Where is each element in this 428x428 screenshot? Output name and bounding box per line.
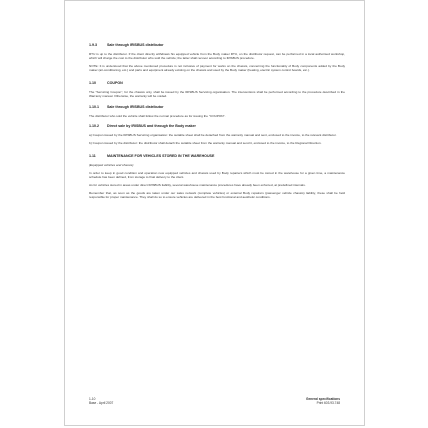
heading-title: Sale through IRISBUS distributor: [107, 104, 164, 109]
paragraph: The distributor who sold the vehicle shall follow the normal procedure as for issuing the "COUPON".: [89, 113, 226, 118]
note-paragraph: NOTE: It is understood that the above mentioned procedure is not inclusive of payment for works on the chassis, concerning the functionality of Body components added by the Body maker (air-conditioning, etc.) and parts and equipment already existing on the chassis and used by the Body maker (heating, electric system control boards, etc.).: [89, 64, 345, 73]
heading-title: COUPON: [107, 81, 123, 86]
paragraph: Remember that, as soon as the goods are taken under our sales network (complete vehicles) or external Body repairers (passenger vehicle chassis) liability, these shall be held responsible for proper maintenance. They shall do so to ensure vehicles are delivered in the best functional and aesthetic conditions.: [89, 191, 345, 200]
page-body: [89, 43, 345, 199]
heading-number: 1.10: [89, 81, 96, 86]
doc-number: Print 603.93.748: [316, 401, 340, 406]
document-page: [64, 0, 365, 426]
heading-title: Direct sale by IRISBUS and through the Body maker: [107, 123, 196, 128]
paragraph: In order to keep in good condition and operation new equipped vehicles and chassis used by Body repairers which must be stored in the warehouse for a given time, a maintenance schedule has been defined, from storage to final delivery to the client.: [89, 170, 345, 180]
page-number: 1-10: [89, 397, 96, 401]
list-item-a: a) Coupon issued by the IRISBUS Servicing organisation: the suitable sheet shall be detached from the warranty manual and sent, enclosed to the invoice, to the relevant distributor.: [89, 132, 337, 137]
heading-number: 1.10.2: [89, 123, 99, 128]
paragraph: The "Servicing Coupon", for the chassis only, shall be issued by the IRISBUS Servicing organisation. The interventions shall be performed according to the procedure described in the Warranty manual. Otherwise, the warranty will be voided.: [89, 90, 345, 99]
footer-left: [89, 397, 113, 405]
paragraph: As for vehicles stored in areas under direct IRISBUS liability, several warehouse maintenance procedures have already been enforced, at predefined intervals.: [89, 183, 306, 188]
footer-right: [306, 397, 340, 405]
subtitle: (Equipped vehicles and chassis): [89, 162, 134, 167]
heading-number: 1.9.3: [89, 43, 97, 47]
heading-title: Sale through IRISBUS distributor: [107, 43, 164, 47]
heading-number: 1.10.1: [89, 104, 99, 109]
heading-number: 1.11: [89, 153, 96, 158]
heading-title: MAINTENANCE FOR VEHICLES STORED IN THE WAREHOUSE: [107, 153, 215, 158]
section-title: General specifications: [305, 397, 340, 401]
paragraph: RTU is up to the distributor. If the client directly withdraws his equipped vehicle from the Body maker RTU, on the distributor request, can be performed in a local authorised workshop, which will charge the cost to the distributor who sold the vehicle; the latter shall recover according to IRISBUS procedure.: [89, 52, 345, 61]
list-item-b: b) Coupon issued by the distributor: the distributor shall detach the suitable sheet from the warranty manual and send it, enclosed to the invoice, to the Regional Direction.: [89, 140, 322, 145]
edition: Base - April 2007: [89, 401, 114, 406]
